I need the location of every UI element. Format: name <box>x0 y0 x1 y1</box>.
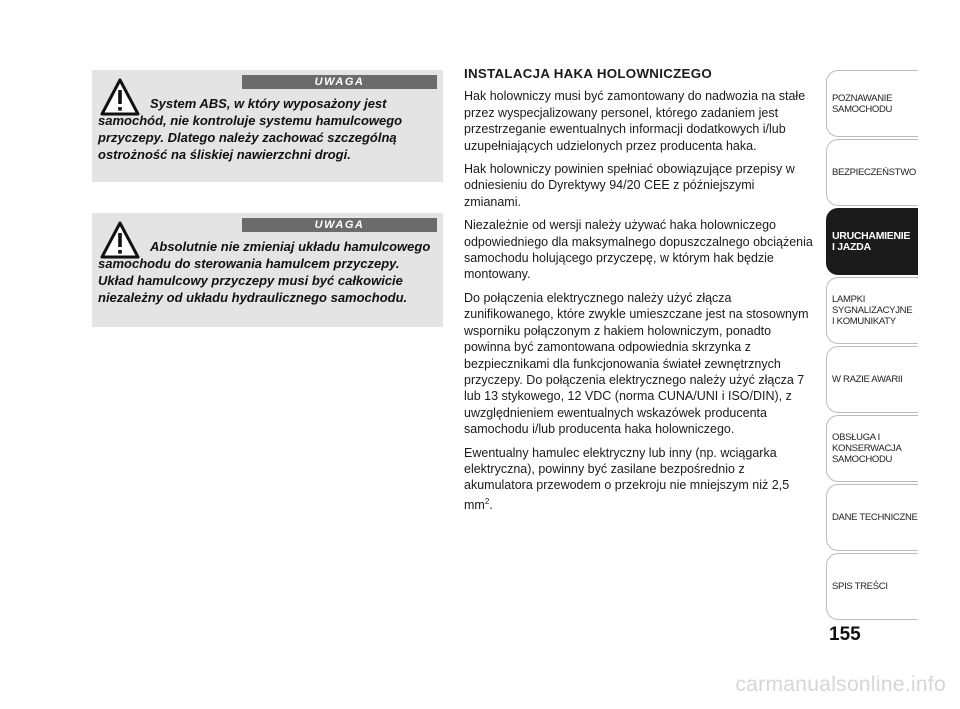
paragraph: Niezależnie od wersji należy używać haka holowniczego odpowiedniego dla maksymalnego dopuszczalnego obciążenia samochodu holującego przyczepę, w którym hak będzie montowany. <box>464 218 813 282</box>
tab-bezpieczenstwo[interactable] <box>826 139 918 206</box>
warning-text: System ABS, w który wyposażony jest samochód, nie kontroluje systemu hamulcowego przyczepy. Dlatego należy zachować szczególną ostrożność na śliskiej nawierzchni drogi. <box>98 96 403 162</box>
tab-poznawanie[interactable] <box>826 70 918 137</box>
tab-spis[interactable] <box>826 553 918 620</box>
warning-box-brakes <box>92 213 443 327</box>
superscript: 2 <box>484 496 490 506</box>
paragraph-suffix: . <box>489 497 493 512</box>
chapter-tabs <box>826 70 918 622</box>
section-title: INSTALACJA HAKA HOLOWNICZEGO <box>464 66 712 81</box>
watermark: carmanualsonline.info <box>735 673 946 696</box>
tab-lampki[interactable] <box>826 277 918 344</box>
warning-box-abs <box>92 70 443 182</box>
tab-obsluga[interactable] <box>826 415 918 482</box>
tab-label: URUCHAMIENIE I JAZDA <box>832 229 911 253</box>
warning-text: Absolutnie nie zmieniaj układu hamulcowego samochodu do sterowania hamulcem przyczepy. Układ hamulcowy przyczepy musi być całkowicie niezależny od układu hydraulicznego samochodu. <box>98 239 431 305</box>
paragraph: Hak holowniczy powinien spełniać obowiązujące przepisy w odniesieniu do Dyrektywy 94/20 CEE z późniejszymi zmianami. <box>464 162 795 209</box>
tab-label: LAMPKI SYGNALIZACYJNE I KOMUNIKATY <box>832 294 913 327</box>
tab-label: BEZPIECZEŃSTWO <box>832 167 916 178</box>
tab-uruchamienie[interactable] <box>826 208 918 275</box>
main-column <box>464 66 814 520</box>
paragraph: Hak holowniczy musi być zamontowany do nadwozia na stałe przez wyspecjalizowany personel, którego zadaniem jest przestrzeganie ewentualnych informacji dodatkowych i/lub uzupełniających udzielonych przez producenta haka. <box>464 89 806 153</box>
tab-label: DANE TECHNICZNE <box>832 512 918 523</box>
paragraph-text: Ewentualny hamulec elektryczny lub inny (np. wciągarka elektryczna), powinny być zasilane bezpośrednio z akumulatora przewodem o przekroju nie mniejszym niż 2,5 mm <box>464 445 790 512</box>
tab-label: W RAZIE AWARII <box>832 374 903 385</box>
tab-label: OBSŁUGA I KONSERWACJA SAMOCHODU <box>832 432 902 465</box>
warning-label: UWAGA <box>242 75 437 89</box>
tab-label: POZNAWANIE SAMOCHODU <box>832 92 893 115</box>
tab-label: SPIS TREŚCI <box>832 581 888 592</box>
page-number: 155 <box>829 624 861 645</box>
paragraph-last <box>464 445 814 514</box>
paragraph: Do połączenia elektrycznego należy użyć złącza zunifikowanego, które zwykle umieszczane jest na stosownym wsporniku połączonym z hakiem holowniczym, ponadto powinna być zamontowana odpowiednia skrzynka z bezpiecznikami dla funkcjonowania świateł zewnętrznych przyczepy. Do połączenia elektrycznego należy użyć złącza 7 lub 13 stykowego, 12 VDC (norma CUNA/UNI i ISO/DIN), z uwzględnieniem ewentualnych wskazówek producenta samochodu i/lub producenta haka holowniczego. <box>464 290 809 437</box>
warning-label: UWAGA <box>242 218 437 232</box>
tab-dane[interactable] <box>826 484 918 551</box>
tab-awarii[interactable] <box>826 346 918 413</box>
